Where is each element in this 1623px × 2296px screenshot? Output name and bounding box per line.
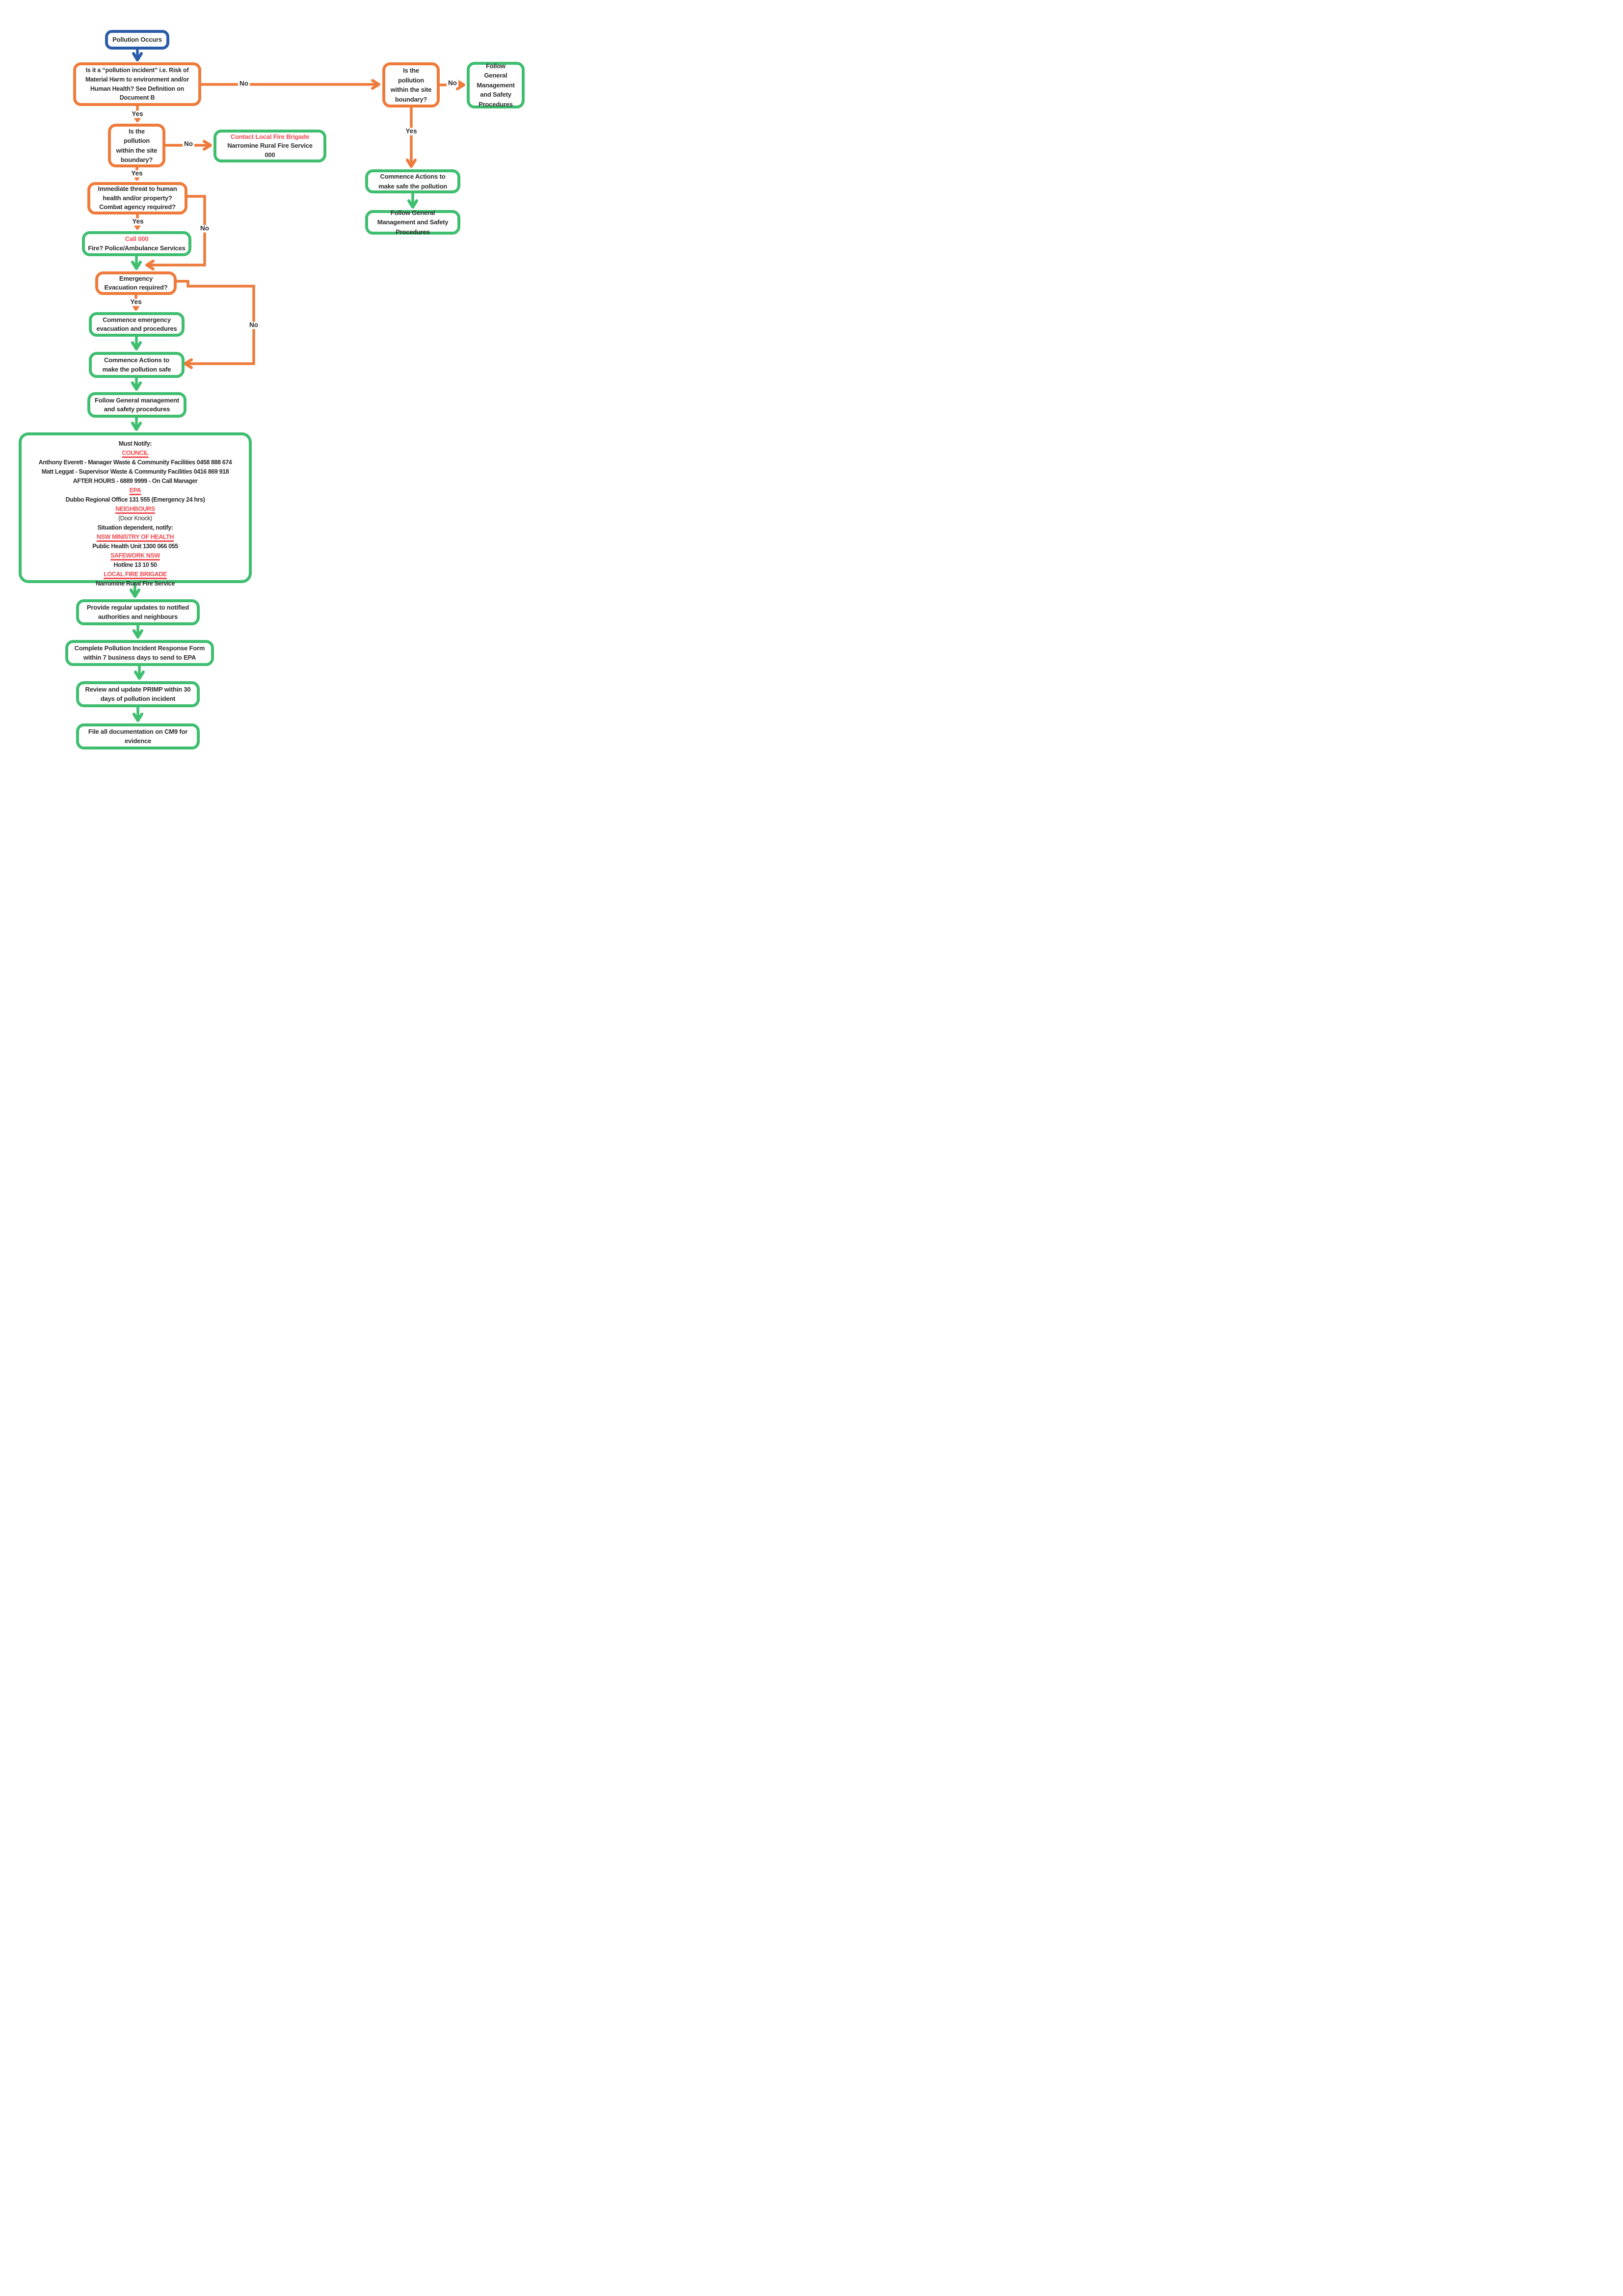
edge-label-evac-no: No (248, 322, 260, 329)
must-notify-council-contact-2: Matt Leggat - Supervisor Waste & Community Facilities 0416 869 918 (41, 468, 229, 475)
contact-fire-brigade-service: Narromine Rural Fire Service (227, 142, 313, 150)
must-notify-epa-heading: EPA (129, 487, 141, 494)
must-notify-situation-dependent: Situation dependent, notify: (97, 524, 173, 531)
node-site-boundary-left: Is the pollution within the site boundary? (108, 124, 165, 167)
node-emergency-evac: Emergency Evacuation required? (95, 271, 177, 295)
edge-label-incident-yes: Yes (130, 111, 144, 118)
node-follow-gms-top-right: Follow General Management and Safety Procedures (467, 62, 525, 108)
contact-fire-brigade-number: 000 (265, 151, 275, 159)
node-is-pollution-incident: Is it a “pollution incident” i.e. Risk of Material Harm to environment and/or Human Health? See Definition on Document B (73, 62, 201, 106)
must-notify-fire-brigade-contact: Narromine Rural Fire Service (95, 580, 175, 587)
node-provide-updates: Provide regular updates to notified authorities and neighbours (76, 599, 200, 625)
node-follow-gm-left: Follow General management and safety procedures (87, 392, 186, 418)
must-notify-health-contact: Public Health Unit 1300 066 055 (92, 543, 178, 550)
node-call-000 (82, 231, 191, 256)
node-commence-evac: Commence emergency evacuation and procedures (89, 312, 185, 337)
node-pollution-occurs: Pollution Occurs (105, 30, 169, 50)
node-contact-fire-brigade (213, 130, 326, 162)
node-must-notify (19, 432, 252, 587)
node-commence-safe-right: Commence Actions to make safe the pollution (365, 169, 460, 193)
must-notify-door-knock: (Door Knock) (118, 515, 152, 522)
connector-evac-no-to-commence-safe (177, 281, 254, 364)
must-notify-epa-contact: Dubbo Regional Office 131 555 (Emergency 24 hrs) (65, 496, 205, 503)
call-000-title: Call 000 (125, 235, 149, 243)
contact-fire-brigade-title: Contact Local Fire Brigade (230, 133, 310, 141)
node-follow-gms-right: Follow General Management and Safety Procedures (365, 210, 460, 235)
edge-label-threat-yes: Yes (131, 218, 145, 226)
must-notify-council-contact-1: Anthony Everett - Manager Waste & Community Facilities 0458 888 674 (38, 459, 232, 466)
must-notify-health-heading: NSW MINISTRY OF HEALTH (97, 534, 174, 540)
edge-label-incident-no: No (238, 80, 250, 88)
node-file-cm9: File all documentation on CM9 for evidence (76, 723, 200, 749)
node-commence-safe-left: Commence Actions to make the pollution safe (89, 352, 185, 378)
must-notify-title: Must Notify: (118, 440, 152, 447)
node-site-boundary-right: Is the pollution within the site boundary? (382, 62, 440, 107)
must-notify-council-heading: COUNCIL (122, 450, 149, 456)
edge-label-site-left-no: No (183, 141, 194, 148)
must-notify-safework-heading: SAFEWORK NSW (110, 552, 160, 559)
node-complete-form: Complete Pollution Incident Response Form within 7 business days to send to EPA (65, 640, 214, 666)
must-notify-fire-brigade-heading: LOCAL FIRE BRIGADE (104, 571, 167, 578)
must-notify-neighbours-heading: NEIGHBOURS (115, 506, 155, 512)
edge-label-site-right-no: No (447, 80, 458, 87)
must-notify-safework-contact: Hotline 13 10 50 (113, 561, 157, 568)
edge-label-site-right-yes: Yes (404, 128, 418, 135)
edge-label-site-left-yes: Yes (130, 170, 144, 178)
edge-label-threat-no: No (199, 225, 211, 233)
node-review-primp: Review and update PRIMP within 30 days of pollution incident (76, 681, 200, 707)
node-immediate-threat: Immediate threat to human health and/or property? Combat agency required? (87, 182, 187, 214)
edge-label-evac-yes: Yes (129, 299, 143, 306)
flowchart-canvas (0, 0, 541, 765)
must-notify-after-hours: AFTER HOURS - 6889 9999 - On Call Manager (73, 478, 198, 484)
call-000-services: Fire? Police/Ambulance Services (88, 244, 186, 252)
